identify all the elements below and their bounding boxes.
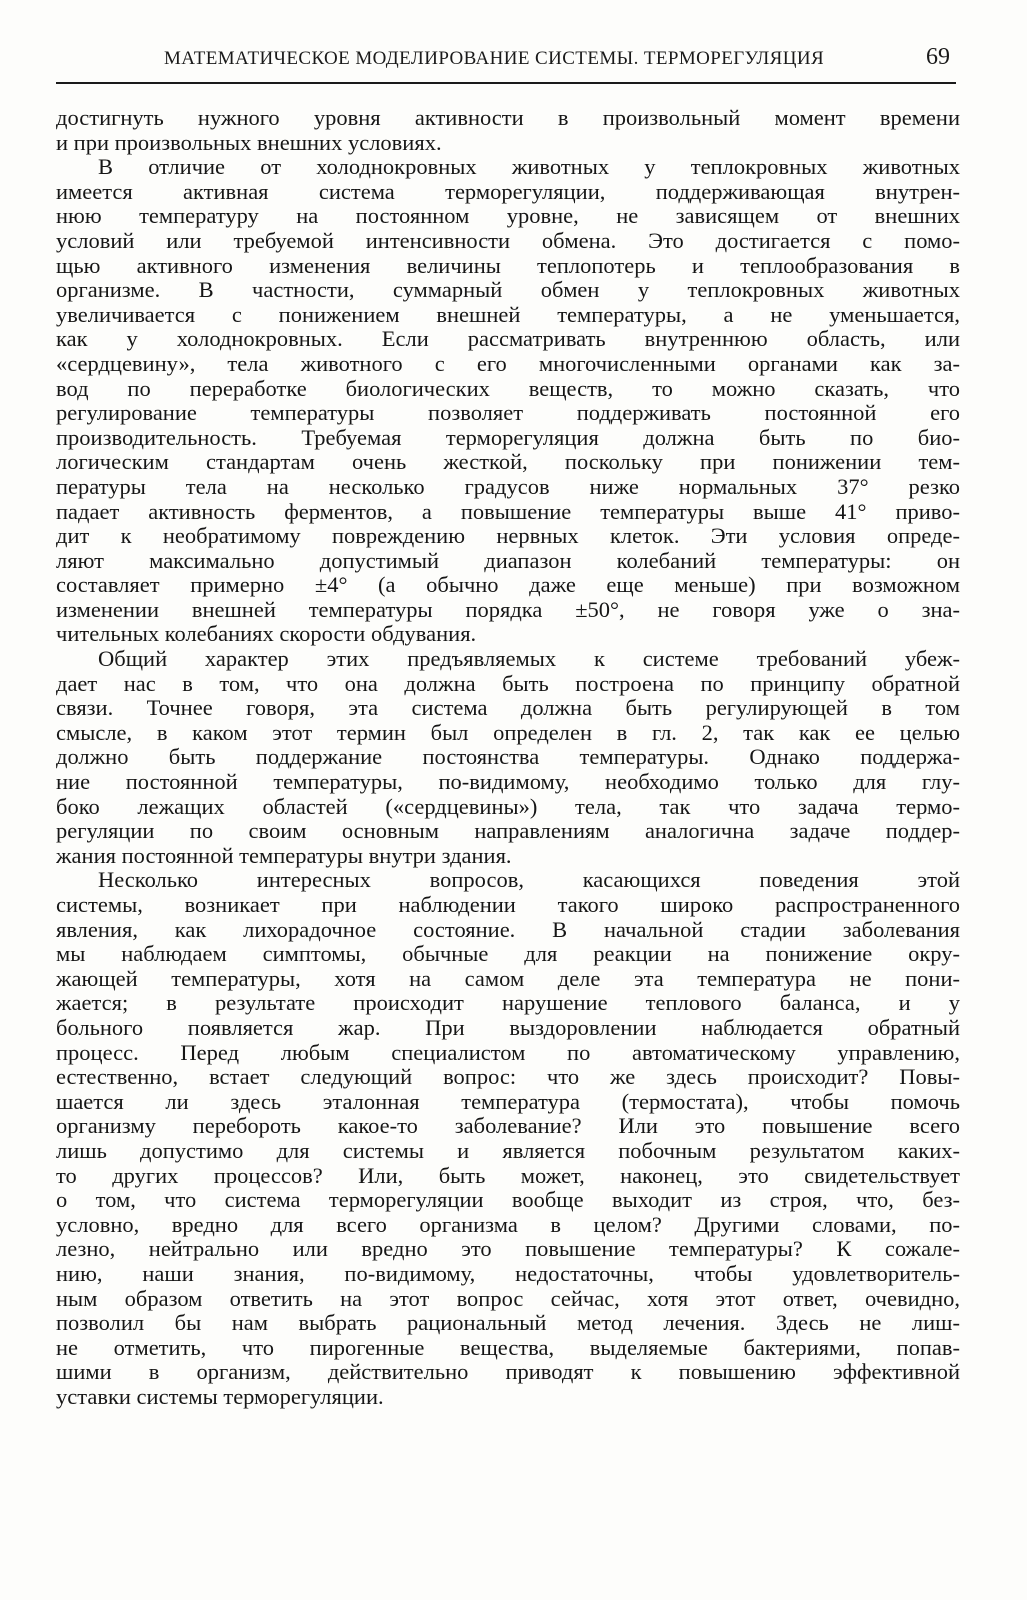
- text-line: жается; в результате происходит нарушение теплового баланса, и у: [56, 991, 960, 1016]
- text-line: явления, как лихорадочное состояние. В начальной стадии заболевания: [56, 917, 960, 942]
- text-line: больного появляется жар. При выздоровлении наблюдается обратный: [56, 1015, 960, 1040]
- text-line: ние постоянной температуры, по-видимому, необходимо только для глу-: [56, 770, 960, 795]
- text-line: не отметить, что пирогенные вещества, выделяемые бактериями, попав-: [56, 1335, 960, 1360]
- text-line: логическим стандартам очень жесткой, поскольку при понижении тем-: [56, 450, 960, 475]
- paragraph-3: [56, 647, 960, 868]
- text-line: и при произвольных внешних условиях.: [56, 130, 442, 155]
- text-line: изменении внешней температуры порядка ±50°, не говоря уже о зна-: [56, 597, 960, 622]
- page-number: 69: [926, 44, 950, 70]
- text-line: Несколько интересных вопросов, касающихся поведения этой: [98, 868, 960, 893]
- text-line: дает нас в том, что она должна быть построена по принципу обратной: [56, 671, 960, 696]
- text-line: В отличие от холоднокровных животных у теплокровных животных: [98, 155, 960, 180]
- text-line: ляют максимально допустимый диапазон колебаний температуры: он: [56, 548, 960, 573]
- text-line: условно, вредно для всего организма в целом? Другими словами, по-: [56, 1212, 960, 1237]
- paragraph-4: [56, 868, 960, 1409]
- text-line: уставки системы терморегуляции.: [56, 1384, 384, 1409]
- text-line: производительность. Требуемая терморегуляция должна быть по био-: [56, 425, 960, 450]
- text-line: регулирование температуры позволяет поддерживать постоянной его: [56, 401, 960, 426]
- paragraph-1: [56, 106, 960, 155]
- text-line: регуляции по своим основным направлениям аналогична задаче поддер-: [56, 819, 960, 844]
- text-line: нюю температуру на постоянном уровне, не зависящем от внешних: [56, 204, 960, 229]
- text-line: должно быть поддержание постоянства температуры. Однако поддержа-: [56, 745, 960, 770]
- text-line: падает активность ферментов, а повышение температуры выше 41° приво-: [56, 499, 960, 524]
- running-title: МАТЕМАТИЧЕСКОЕ МОДЕЛИРОВАНИЕ СИСТЕМЫ. ТЕРМОРЕГУЛЯЦИЯ: [164, 48, 825, 69]
- text-line: условий или требуемой интенсивности обмена. Это достигается с помо-: [56, 228, 960, 253]
- text-line: то других процессов? Или, быть может, наконец, это свидетельствует: [56, 1163, 960, 1188]
- text-line: жания постоянной температуры внутри здания.: [56, 843, 512, 868]
- text-line: шается ли здесь эталонная температура (термостата), чтобы помочь: [56, 1089, 960, 1114]
- text-line: чительных колебаниях скорости обдувания.: [56, 622, 477, 647]
- text-line: лишь допустимо для системы и является побочным результатом каких-: [56, 1138, 960, 1163]
- text-line: щью активного изменения величины теплопотерь и теплообразования в: [56, 253, 960, 278]
- text-line: имеется активная система терморегуляции, поддерживающая внутрен-: [56, 179, 960, 204]
- text-line: вод по переработке биологических веществ, то можно сказать, что: [56, 376, 960, 401]
- text-line: пературы тела на несколько градусов ниже нормальных 37° резко: [56, 474, 960, 499]
- text-line: увеличивается с понижением внешней температуры, а не уменьшается,: [56, 302, 960, 327]
- paragraph-2: [56, 155, 960, 647]
- text-line: боко лежащих областей («сердцевины») тела, так что задача термо-: [56, 794, 960, 819]
- text-line: дит к необратимому повреждению нервных клеток. Эти условия опреде-: [56, 524, 960, 549]
- text-line: жающей температуры, хотя на самом деле эта температура не пони-: [56, 966, 960, 991]
- text-line: связи. Точнее говоря, эта система должна быть регулирующей в том: [56, 696, 960, 721]
- text-line: мы наблюдаем симптомы, обычные для реакции на понижение окру-: [56, 942, 960, 967]
- text-line: лезно, нейтрально или вредно это повышение температуры? К сожале-: [56, 1237, 960, 1262]
- text-line: процесс. Перед любым специалистом по автоматическому управлению,: [56, 1040, 960, 1065]
- text-line: организму перебороть какое-то заболевание? Или это повышение всего: [56, 1114, 960, 1139]
- text-line: организме. В частности, суммарный обмен у теплокровных животных: [56, 278, 960, 303]
- text-line: нию, наши знания, по-видимому, недостаточны, чтобы удовлетворитель-: [56, 1261, 960, 1286]
- text-line: шими в организм, действительно приводят к повышению эффективной: [56, 1360, 960, 1385]
- text-line: как у холоднокровных. Если рассматривать внутреннюю область, или: [56, 327, 960, 352]
- text-line: «сердцевину», тела животного с его многочисленными органами как за-: [56, 351, 960, 376]
- text-line: естественно, встает следующий вопрос: что же здесь происходит? Повы-: [56, 1065, 960, 1090]
- body-text: [56, 106, 960, 1409]
- text-line: составляет примерно ±4° (а обычно даже еще меньше) при возможном: [56, 573, 960, 598]
- text-line: о том, что система терморегуляции вообще выходит из строя, что, без-: [56, 1188, 960, 1213]
- text-line: смысле, в каком этот термин был определен в гл. 2, так как ее целью: [56, 720, 960, 745]
- text-line: достигнуть нужного уровня активности в произвольный момент времени: [56, 106, 960, 130]
- text-line: Общий характер этих предъявляемых к системе требований убеж-: [98, 647, 960, 672]
- text-line: позволил бы нам выбрать рациональный метод лечения. Здесь не лиш-: [56, 1311, 960, 1336]
- text-line: ным образом ответить на этот вопрос сейчас, хотя этот ответ, очевидно,: [56, 1286, 960, 1311]
- text-line: системы, возникает при наблюдении такого широко распространенного: [56, 893, 960, 917]
- running-head: [56, 42, 956, 84]
